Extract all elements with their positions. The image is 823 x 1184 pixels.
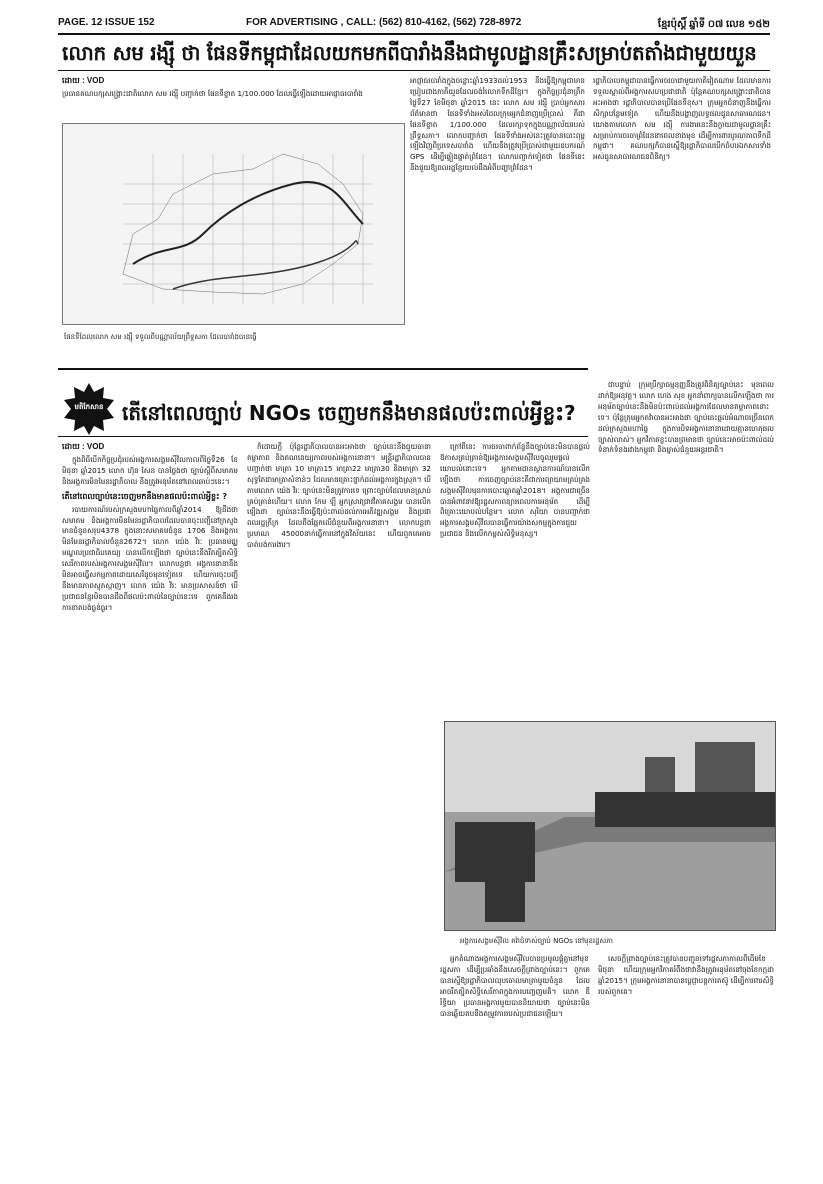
article2-intro: ក្នុងពិធីបើកកិច្ចប្រជុំរបស់អង្គការសង្គមស៊ីវិលកាលពីថ្ងៃទី26 ខែមិថុនា ឆ្នាំ2015 លោក ហ៊ុន សែន បានថ្លែងថា ច្បាប់ស្ដីពីសមាគម និងអង្គការមិនមែនរដ្ឋាភិបាល នឹងត្រូវអនុម័តនៅពេលឆាប់ៗនេះ។ [62, 454, 238, 486]
masthead-right: ខ្មែរប៉ុស្ដិ៍ ឆ្នាំទី ០៧ លេខ ១៥២ [657, 19, 770, 30]
article1-col2-text: អាជ្ញាធរបារាំងក្នុងចន្លោះឆ្នាំ1933ដល់1953 នឹងធ្វើឱ្យកម្ពុជាមានប្រៀបជាងភាគីយួនដែលចង់រំលោភទឹកដីខ្មែរ។ ក្នុងកិច្ចប្រជុំនាព្រឹកថ្ងៃទី27 ខែមិថុនា ឆ្នាំ2015 នេះ លោក សម រង្ស៊ី ប្រាប់អ្នកសារព័ត៌មានថា ផែនទីទាំងអស់ដែលក្រុមអ្នកជំនាញប្រើប្រាស់ គឺជាផែនទីខ្នាត 1/100.000 ដែលរក្សាទុកក្នុងបណ្ណាល័យរបស់ព្រឹទ្ធសភា។ លោកបញ្ជាក់ថា ផែនទីទាំងអស់នេះត្រូវបានបោះពុម្ពឡើងវិញពីប្រទេសបារាំង ហើយនឹងត្រូវប្រើប្រាស់ជាមួយឧបករណ៍ GPS ដើម្បីផ្ទៀងផ្ទាត់ព្រំដែន។ លោកបញ្ជាក់ទៀតថា ផែនទីនេះនឹងជួយឱ្យពលរដ្ឋខ្មែរយល់ដឹងអំពីបញ្ហាព្រំដែន។ [410, 76, 585, 173]
article1-headline: លោក សម រង្ស៊ី ថា ផែនទីកម្ពុជាដែលយកមកពីបារាំងនឹងជាមូលដ្ឋានគ្រឹះសម្រាប់តតាំងជាមួយយួន [62, 41, 757, 65]
rally-photo [444, 721, 776, 931]
map-image [62, 123, 405, 325]
article2-col3-text: ក្រៅពីនេះ ការចរចាពាក់ព័ន្ធនឹងច្បាប់នេះមិនបានផ្ដល់ឱកាសគ្រប់គ្រាន់ឱ្យអង្គការសង្គមស៊ីវិលចូលរួមផ្ដល់យោបល់នោះទេ។ អ្នកតាមដានស្ថានការណ៍បានលើកឡើងថា ការចេញច្បាប់នេះគឺជាការព្យាយាមគ្រប់គ្រងសង្គមស៊ីវិលមុនការបោះឆ្នោតឆ្នាំ2018។ អង្គការជាច្រើនបានអំពាវនាវឱ្យរដ្ឋសភាពន្យារពេលការអនុម័ត ដើម្បីពិគ្រោះយោបល់បន្ថែម។ លោក សុរិយា បានបញ្ជាក់ថា អង្គការសង្គមស៊ីវិលបានធ្វើការយ៉ាងសកម្មក្នុងការជួយប្រជាជន និងលើកកម្ពស់សិទ្ធិមនុស្ស។ [440, 442, 590, 539]
article2-col1 [62, 442, 238, 1132]
rally-graphic [445, 722, 775, 930]
rally-caption: អង្គការសង្គមស៊ីវិល តវ៉ាជំទាស់ច្បាប់ NGOs នៅមុខរដ្ឋសភា [460, 937, 613, 945]
headline2-rule [58, 436, 588, 437]
page-issue-label: PAGE. 12 ISSUE 152 [58, 17, 155, 28]
article2-col4 [598, 380, 774, 712]
article2-col5-text: អ្នកតំណាងអង្គការសង្គមស៊ីវិលបានប្រមូលផ្ដុំគ្នានៅមុខរដ្ឋសភា ដើម្បីប្រឆាំងនឹងសេចក្ដីព្រាងច្បាប់នេះ។ ពួកគេបានស្នើឱ្យរដ្ឋាភិបាលលុបចោលមាត្រាមួយចំនួន ដែលអាចរឹតត្បិតសិទ្ធិសេរីភាពក្នុងការបញ្ចេញមតិ។ លោក ឌី រិទ្ធិយា ប្រធានអង្គការមួយបាននិយាយថា ច្បាប់នេះមិនបានឆ្លើយតបនឹងតម្រូវការរបស់ប្រជាជនឡើយ។ [440, 954, 590, 1018]
article2-subhead: តើនៅពេលច្បាប់នេះចេញមកនឹងមានផលប៉ះពាល់អ្វីខ្លះ ? [62, 491, 227, 501]
article2-col1-text: របាយការណ៍របស់ក្រសួងមហាផ្ទៃកាលពីឆ្នាំ2014 ឱ្យដឹងថា សមាគម និងអង្គការមិនមែនរដ្ឋាភិបាលដែលបានចុះបញ្ជីនៅក្រសួងមានចំនួនសរុប4378 ក្នុងនោះសមាគមចំនួន 1706 និងអង្គការមិនមែនរដ្ឋាភិបាលចំនួន2672។ លោក យ៉េង វិរៈ ប្រធានមជ្ឈមណ្ឌលប្រជាធិបតេយ្យ បានលើកឡើងថា ច្បាប់នេះនឹងរឹតត្បិតសិទ្ធិសេរីភាពរបស់អង្គការសង្គមស៊ីវិល។ លោកបន្តថា អង្គការនានានឹងមិនអាចធ្វើសកម្មភាពដោយសេរីដូចមុនទៀតទេ ហើយការចុះបញ្ជីនឹងមានភាពស្មុគស្មាញ។ លោក យ៉េង វិរៈ មានប្រសាសន៍ថា បើប្រជាជនខ្មែរមិនបានដឹងពីផលប៉ះពាល់នៃច្បាប់នេះទេ ពួកគេនឹងរងការខាតបង់ធ្ងន់ធ្ងរ។ [62, 504, 238, 612]
article2-col2-text: ក៏ដោយក្ដី ប៉ុន្តែរដ្ឋាភិបាលបានអះអាងថា ច្បាប់នេះនឹងជួយធានាតម្លាភាព និងគណនេយ្យភាពរបស់អង្គការនានា។ មន្ត្រីរដ្ឋាភិបាលបានបញ្ជាក់ថា មាត្រា 10 មាត្រា15 មាត្រា22 មាត្រា30 និងមាត្រា 32 សុទ្ធតែជាមាត្រាសំខាន់ៗ ដែលមានគ្រោះថ្នាក់ដល់អង្គការក្នុងស្រុក។ បើតាមលោក យ៉េង វិរៈ ច្បាប់នេះមិនត្រូវការទេ ព្រោះច្បាប់ដែលមានស្រាប់គ្រប់គ្រាន់ហើយ។ លោក កែម ឡី អ្នកស្រាវជ្រាវវិភាគសង្គម បានលើកឡើងថា ច្បាប់នេះនឹងធ្វើឱ្យប៉ះពាល់ដល់ការអភិវឌ្ឍសង្គម និងប្រជាពលរដ្ឋក្រីក្រ ដែលពឹងផ្អែកលើជំនួយពីអង្គការនានា។ លោកបន្តថា ប្រមាណ 45000នាក់ធ្វើការនៅក្នុងវិស័យនេះ ហើយពួកគេអាចបាត់បង់ការងារ។ [247, 442, 431, 550]
advertising-line: FOR ADVERTISING , CALL: (562) 810-4162, (562) 728-8972 [246, 17, 522, 28]
article1-byline: ដោយ : VOD [62, 76, 105, 85]
page-header [58, 14, 770, 32]
opinion-badge-label: មតិកែសាន [74, 403, 104, 411]
header-rule [58, 33, 770, 35]
article1-col3-text: រដ្ឋាភិបាលកម្ពុជាបានធ្វើការចរចាជាមួយភាគីវៀតណាម ដែលមានការទទួលស្គាល់ពីអង្គការសហប្រជាជាតិ ប៉ុន្តែគណបក្សសង្គ្រោះជាតិបានអះអាងថា រដ្ឋាភិបាលបានប្រើផែនទីខុស។ ក្រុមអ្នកជំនាញនឹងធ្វើការសិក្សាបន្ថែមទៀត ហើយនឹងបង្ហាញលទ្ធផលជូនសាធារណជន។ យោងតាមលោក សម រង្ស៊ី ការងារនេះនឹងក្លាយជាមូលដ្ឋានគ្រឹះសម្រាប់ការចរចាព្រំដែននាពេលខាងមុខ ដើម្បីការពារបូរណភាពទឹកដីកម្ពុជា។ គណបក្សក៏បានស្នើឱ្យរដ្ឋាភិបាលបើកចំហរឯកសារទាំងអស់ជូនសាធារណជនពិនិត្យ។ [593, 76, 771, 162]
opinion-badge [62, 382, 116, 436]
article2-col6-text: សេចក្ដីព្រាងច្បាប់នេះត្រូវបានបញ្ជូនទៅរដ្ឋសភាកាលពីដើមខែមិថុនា ហើយក្រុមអ្នកវិភាគរំពឹងថាវានឹងត្រូវអនុម័តនៅចុងខែកក្កដា ឆ្នាំ2015។ ក្រុមអង្គការនានាបានប្ដេជ្ញាបន្តការតស៊ូ ដើម្បីការពារសិទ្ធិរបស់ពួកគេ។ [598, 954, 774, 996]
article1-col1 [62, 76, 402, 120]
map-caption: ផែនទីដែលលោក សម រង្ស៊ី ទទួលពីបណ្ណាល័យព្រឹទ្ធសភា ដែលបារាំងបានធ្វើ [64, 333, 257, 341]
headline1-rule [58, 70, 770, 71]
article1-col2 [410, 76, 585, 364]
article2-col5 [440, 954, 590, 1134]
article2-col4-text: ជាបន្ទាប់ ក្រុមប្រឹក្សាធម្មនុញ្ញនឹងត្រូវពិនិត្យច្បាប់នេះ មុនពេលដាក់ឱ្យអនុវត្ត។ លោក ហេង សុខ អ្នកនាំពាក្យបានលើកឡើងថា ការអនុម័តច្បាប់នេះនឹងមិនប៉ះពាល់ដល់អង្គការដែលមានតម្លាភាពនោះទេ។ ប៉ុន្តែក្រុមអ្នកតវ៉ាបានអះអាងថា ច្បាប់នេះផ្ដល់អំណាចច្រើនពេកដល់ក្រសួងមហាផ្ទៃ ក្នុងការបិទអង្គការនានាដោយគ្មានហេតុផលច្បាស់លាស់។ អ្នកវិភាគខ្លះបានព្រមានថា ច្បាប់នេះអាចប៉ះពាល់ដល់ទំនាក់ទំនងរវាងកម្ពុជា និងម្ចាស់ជំនួយអន្តរជាតិ។ [598, 380, 774, 455]
article2-headline: តើនៅពេលច្បាប់ NGOs ចេញមកនឹងមានផលប៉ះពាល់អ្វីខ្លះ? [122, 401, 576, 425]
article2-col6 [598, 954, 774, 1134]
article2-byline: ដោយ : VOD [62, 442, 105, 451]
map-graphic [63, 124, 404, 324]
article2-col3 [440, 442, 590, 712]
article1-col3 [593, 76, 771, 364]
section-divider [58, 368, 588, 370]
article2-col2 [247, 442, 431, 1132]
article1-intro: ប្រធានគណបក្សសង្គ្រោះជាតិលោក សម រង្ស៊ី បញ្ជាក់ថា ផែនទីខ្នាត 1/100.000 ដែលធ្វើឡើងដោយអាជ្ញាធរបារាំង [62, 88, 363, 98]
